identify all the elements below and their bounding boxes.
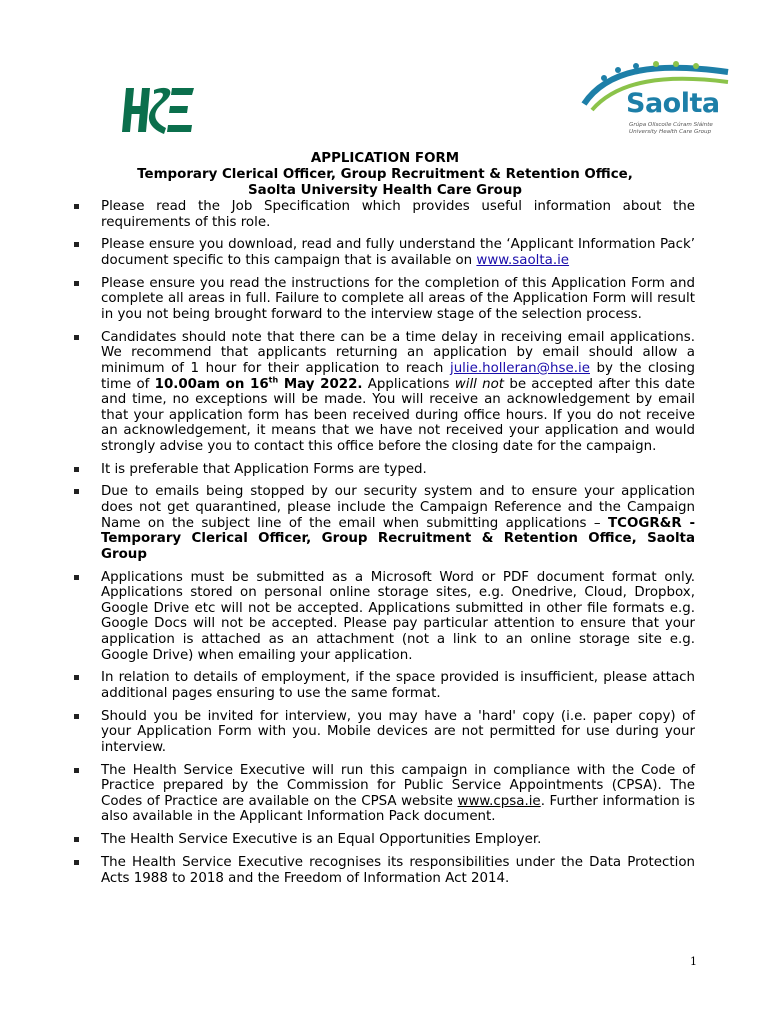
- bullet-icon: [74, 335, 79, 340]
- list-item: It is preferable that Application Forms are typed.: [0, 462, 695, 478]
- saolta-logo-name: Saolta: [626, 88, 720, 119]
- list-item: In relation to details of employment, if the space provided is insufficient, please attach additional pages ensuring to use the same format.: [0, 670, 695, 701]
- closing-time: 10.00am on 16th May 2022.: [154, 375, 363, 392]
- bullet-icon: [74, 860, 79, 865]
- list-item: Due to emails being stopped by our security system and to ensure your application does not get quarantined, please include the Campaign Reference and the Campaign Name on the subject line of the email when submitting applications – TCOGR&R - Temporary Clerical Officer, Group Recruitment & Retention Office, Saolta Group: [0, 484, 695, 562]
- bullet-icon: [74, 467, 79, 472]
- saolta-website-link[interactable]: www.saolta.ie: [476, 252, 570, 268]
- saolta-logo-subtitle: Grúpa Ollscoile Cúram Sláinte University Health Care Group: [629, 122, 713, 135]
- bullet-icon: [74, 204, 79, 209]
- cpsa-website-link[interactable]: www.cpsa.ie: [457, 793, 541, 809]
- list-item: The Health Service Executive is an Equal Opportunities Employer.: [0, 832, 695, 848]
- form-heading: [100, 151, 670, 199]
- bullet-icon: [74, 768, 79, 773]
- instructions-list: [0, 199, 770, 893]
- form-subtitle: Temporary Clerical Officer, Group Recruitment & Retention Office,: [137, 167, 633, 182]
- form-title: APPLICATION FORM: [310, 151, 460, 166]
- list-item: Please read the Job Specification which provides useful information about the requirements of this role.: [0, 199, 695, 230]
- bullet-icon: [74, 675, 79, 680]
- campaign-reference: TCOGR&R - Temporary Clerical Officer, Group Recruitment & Retention Office, Saolta Group: [101, 515, 696, 562]
- form-organisation: Saolta University Health Care Group: [248, 183, 522, 198]
- list-item: The Health Service Executive recognises its responsibilities under the Data Protection Acts 1988 to 2018 and the Freedom of Information Act 2014.: [0, 855, 695, 886]
- bullet-icon: [74, 714, 79, 719]
- hse-logo: [120, 84, 196, 136]
- bullet-icon: [74, 837, 79, 842]
- list-item: The Health Service Executive will run this campaign in compliance with the Code of Practice prepared by the Commission for Public Service Appointments (CPSA). The Codes of Practice are available on the CPSA website www.cpsa.ie. Further information is also available in the Applicant Information Pack document.: [0, 763, 695, 825]
- list-item: Applications must be submitted as a Microsoft Word or PDF document format only. Applications stored on personal online storage sites, e.g. Onedrive, Cloud, Dropbox, Google Drive etc will not be accepted. Applications submitted in other file formats e.g. Google Docs will not be accepted. Please pay particular attention to ensure that your application is attached as an attachment (not a link to an online storage site e.g. Google Drive) when emailing your application.: [0, 570, 695, 664]
- list-item: Please ensure you read the instructions for the completion of this Application Form and complete all areas in full. Failure to complete all areas of the Application Form will result in you not being brought forward to the interview stage of the selection process.: [0, 276, 695, 323]
- page-number: 1: [690, 955, 697, 968]
- bullet-icon: [74, 489, 79, 494]
- bullet-icon: [74, 281, 79, 286]
- list-item: Please ensure you download, read and fully understand the ‘Applicant Information Pack’ document specific to this campaign that is available on www.saolta.ie: [0, 237, 695, 268]
- bullet-icon: [74, 242, 79, 247]
- application-email-link[interactable]: julie.holleran@hse.ie: [449, 360, 590, 376]
- bullet-icon: [74, 575, 79, 580]
- list-item: Should you be invited for interview, you may have a 'hard' copy (i.e. paper copy) of your Application Form with you. Mobile devices are not permitted for use during your interview.: [0, 709, 695, 756]
- list-item: Candidates should note that there can be a time delay in receiving email applications. We recommend that applicants returning an application by email should allow a minimum of 1 hour for their application to reach julie.holleran@hse.ie by the closing time of 10.00am on 16th May 2022. Applications will not be accepted after this date and time, no exceptions will be made. You will receive an acknowledgement by email that your application form has been received during office hours. If you do not receive an acknowledgement, it means that we have not received your application and would strongly advise you to contact this office before the closing date for the campaign.: [0, 330, 695, 455]
